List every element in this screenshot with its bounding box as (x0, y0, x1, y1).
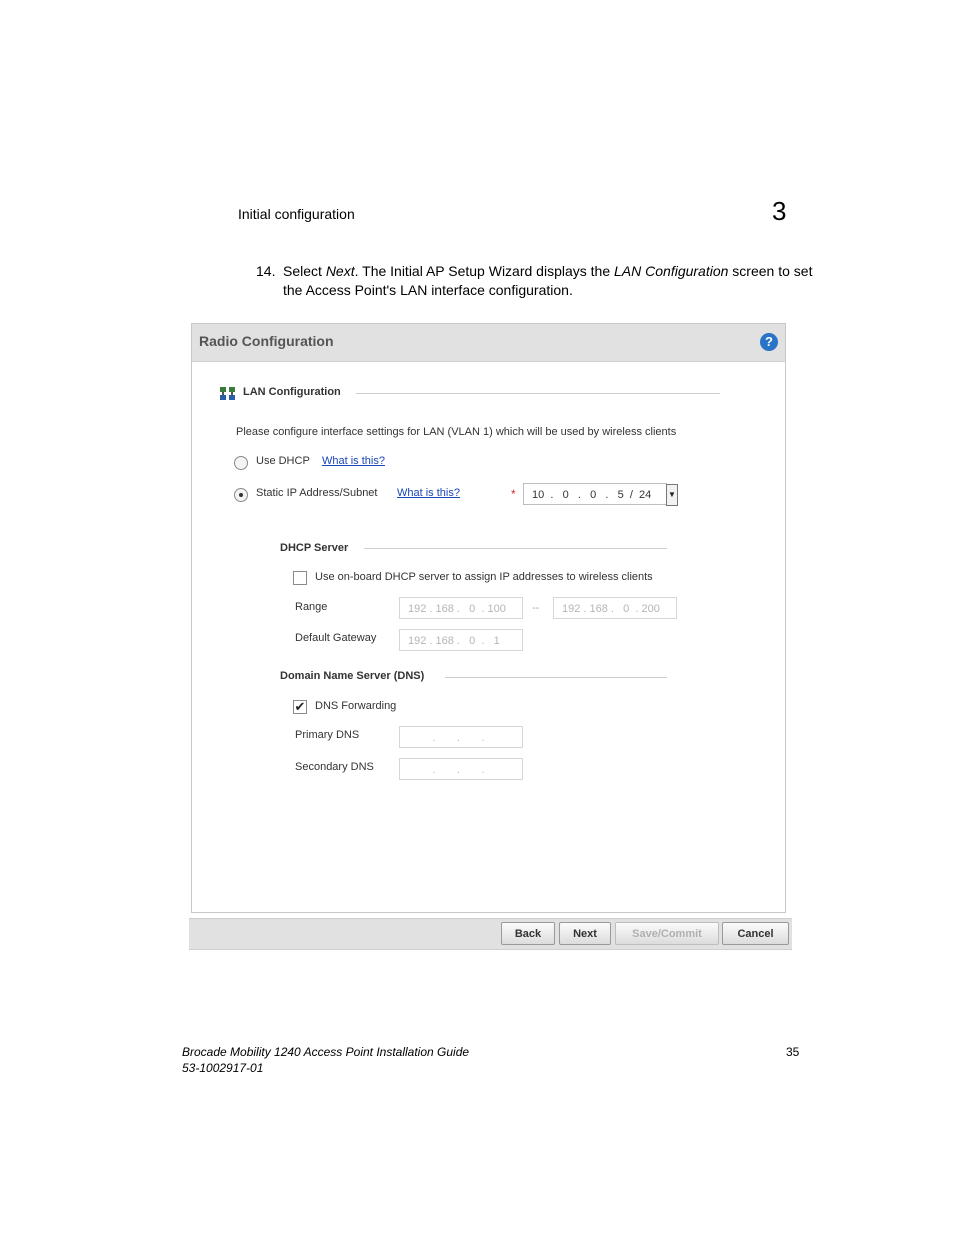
range-separator: -- (532, 602, 540, 614)
step-text-part: LAN Configuration (614, 263, 729, 279)
use-dhcp-label: Use DHCP (256, 455, 310, 467)
lan-configuration-heading: LAN Configuration (243, 386, 341, 398)
step-text-part: . The Initial AP Setup Wizard displays the (354, 263, 615, 279)
running-header-title: Initial configuration (238, 206, 355, 222)
dns-forwarding-label: DNS Forwarding (315, 700, 397, 712)
panel-header (192, 324, 785, 362)
dhcp-server-heading: DHCP Server (280, 542, 349, 554)
step-text-part: Select (283, 263, 326, 279)
step-text (283, 262, 818, 300)
step-text-part: screen to set the Access Point's LAN interface configuration. (283, 263, 813, 298)
default-gateway-input[interactable]: 192 . 168 . 0 . 1 (399, 629, 523, 651)
lan-section-divider (356, 393, 720, 394)
step-text-part: Next (325, 263, 355, 279)
dhcp-section-divider (364, 548, 667, 549)
chapter-number: 3 (772, 196, 787, 226)
range-label: Range (295, 601, 328, 613)
range-end-input[interactable]: 192 . 168 . 0 . 200 (553, 597, 677, 619)
static-ip-label: Static IP Address/Subnet (256, 487, 378, 499)
footer-page-number: 35 (786, 1045, 800, 1059)
default-gateway-label: Default Gateway (295, 632, 377, 644)
use-onboard-dhcp-checkbox[interactable] (293, 571, 307, 585)
footer-doc-number: 53-1002917-01 (182, 1061, 264, 1075)
use-dhcp-radio[interactable] (234, 456, 248, 470)
panel-title: Radio Configuration (199, 333, 334, 349)
required-marker: * (511, 487, 516, 501)
dns-section-divider (445, 677, 667, 678)
dns-heading: Domain Name Server (DNS) (280, 670, 425, 682)
static-ip-radio[interactable] (234, 488, 248, 502)
save-commit-button[interactable]: Save/Commit (615, 922, 719, 945)
range-start-input[interactable]: 192 . 168 . 0 . 100 (399, 597, 523, 619)
footer-guide-title: Brocade Mobility 1240 Access Point Installation Guide (182, 1045, 470, 1059)
wizard-button-bar (189, 918, 792, 950)
cancel-button[interactable]: Cancel (722, 922, 789, 945)
what-is-this-dhcp-link[interactable]: What is this? (322, 455, 385, 467)
primary-dns-label: Primary DNS (295, 729, 360, 741)
primary-dns-input[interactable]: . . . (399, 726, 523, 748)
radio-configuration-panel (191, 323, 786, 913)
dns-forwarding-checkbox[interactable]: ✔ (294, 699, 306, 714)
secondary-dns-input[interactable]: . . . (399, 758, 523, 780)
what-is-this-static-link[interactable]: What is this? (397, 487, 460, 499)
step-number: 14. (256, 263, 276, 279)
instruction-text: Please configure interface settings for LAN (VLAN 1) which will be used by wireless clients (236, 426, 677, 438)
use-onboard-dhcp-label: Use on-board DHCP server to assign IP addresses to wireless clients (315, 571, 653, 583)
static-ip-input[interactable]: 10 . 0 . 0 . 5 / 24 (523, 483, 667, 505)
subnet-dropdown-icon[interactable]: ▼ (666, 484, 678, 506)
network-icon (219, 386, 237, 402)
next-button[interactable]: Next (559, 922, 611, 945)
help-icon[interactable]: ? (760, 333, 778, 351)
back-button[interactable]: Back (501, 922, 555, 945)
secondary-dns-label: Secondary DNS (295, 761, 374, 773)
